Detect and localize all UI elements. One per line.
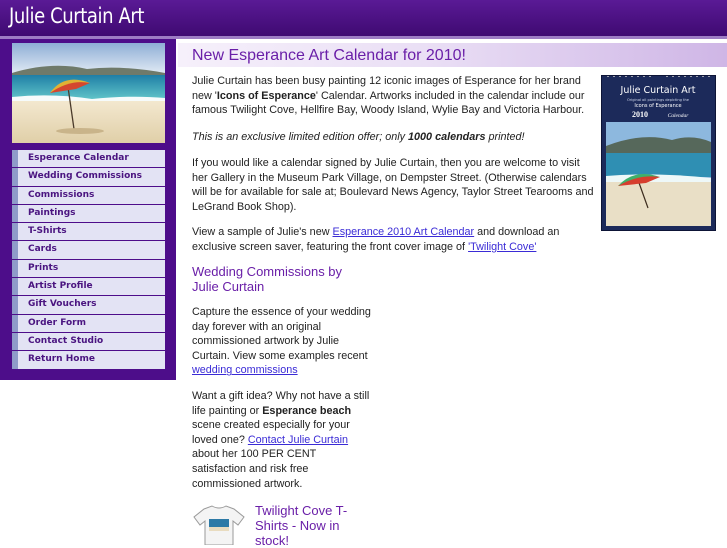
wedding-heading: Wedding Commissions by Julie Curtain	[192, 264, 343, 294]
calendar-cover-image[interactable]	[601, 75, 716, 231]
site-header	[0, 0, 727, 39]
nav-return-home[interactable]: Return Home	[12, 351, 165, 368]
tshirts-heading[interactable]: Twilight Cove T-Shirts - Now in stock!	[255, 503, 348, 548]
sample-text: View a sample of Julie's new	[192, 226, 333, 238]
nav-t-shirts[interactable]: T-Shirts	[12, 223, 165, 240]
sidebar	[0, 39, 176, 380]
calendar-brand-text: Julie Curtain Art	[620, 85, 696, 96]
nav-prints[interactable]: Prints	[12, 260, 165, 277]
twilight-cove-link[interactable]: 'Twilight Cove'	[468, 240, 537, 253]
icons-of-esperance-strong: Icons of Esperance	[216, 89, 316, 102]
calendar-subtitle-text: Original oil paintings depicting the	[626, 98, 690, 102]
signed-calendar-text: If you would like a calendar signed by Julie Curtain, then you are welcome to visit her Gallery in the Museum Park Village, on Dempster Street. (Otherwise calendars will be for available for sale at; Boulevard News Agency, Taylor Street Tearooms and LeGrand Book Shop).	[192, 157, 594, 213]
gift-text: Want a gift idea? Why not have a still life painting or	[192, 390, 370, 417]
intro-text: Julie Curtain has been busy painting 12 iconic images of Esperance for her brand new '	[192, 75, 581, 102]
gift-paragraph	[192, 389, 370, 491]
intro-paragraph	[192, 74, 592, 118]
calendar-year-text: 2010	[632, 110, 648, 119]
nav-esperance-calendar[interactable]: Esperance Calendar	[12, 150, 165, 167]
nav-gift-vouchers[interactable]: Gift Vouchers	[12, 296, 165, 313]
nav-paintings[interactable]: Paintings	[12, 205, 165, 222]
offer-text: This is an exclusive limited edition offer; only	[192, 131, 409, 143]
page-title: New Esperance Art Calendar for 2010!	[192, 47, 466, 64]
nav-contact-studio[interactable]: Contact Studio	[12, 333, 165, 350]
esperance-beach-strong: Esperance beach	[262, 404, 352, 417]
calendar-label-text: Calendar	[667, 113, 689, 119]
offer-text-end: printed!	[485, 131, 525, 143]
offer-count-strong: 1000 calendars	[408, 131, 486, 143]
sample-text-cont: and download an exclusive screen saver, featuring the front cover image of	[192, 226, 560, 253]
site-title[interactable]: Julie Curtain Art	[9, 4, 145, 28]
contact-julie-link[interactable]: Contact Julie Curtain	[247, 433, 349, 446]
intro-text-cont: ' Calendar. Artworks included in the calendar include our famous Twilight Cove, Hellfire Bay, Woody Island, Wylie Bay and Victoria Harbour.	[192, 89, 585, 117]
nav-order-form[interactable]: Order Form	[12, 315, 165, 332]
tshirt-image[interactable]	[192, 505, 246, 545]
sidebar-nav	[12, 150, 165, 370]
content-title-bar	[178, 43, 727, 67]
nav-wedding-commissions[interactable]: Wedding Commissions	[12, 168, 165, 185]
wedding-paragraph	[192, 305, 372, 378]
calendar-sample-link[interactable]: Esperance 2010 Art Calendar	[332, 226, 475, 238]
nav-cards[interactable]: Cards	[12, 241, 165, 258]
gift-text-end: about her 100 PER CENT satisfaction and risk free commissioned artwork.	[192, 448, 317, 490]
nav-artist-profile[interactable]: Artist Profile	[12, 278, 165, 295]
gift-text-cont: scene created especially for your loved one?	[192, 419, 350, 446]
calendar-icons-text: Icons of Esperance	[634, 103, 682, 109]
sample-paragraph	[192, 225, 592, 254]
wedding-text: Capture the essence of your wedding day forever with an original commissioned artwork by Julie Curtain. View some examples recent	[192, 306, 371, 362]
signed-calendar-paragraph	[192, 156, 594, 214]
limited-offer-paragraph	[192, 130, 592, 145]
nav-commissions[interactable]: Commissions	[12, 187, 165, 204]
beach-umbrella-photo	[12, 43, 165, 143]
wedding-commissions-link[interactable]: wedding commissions	[192, 364, 298, 377]
